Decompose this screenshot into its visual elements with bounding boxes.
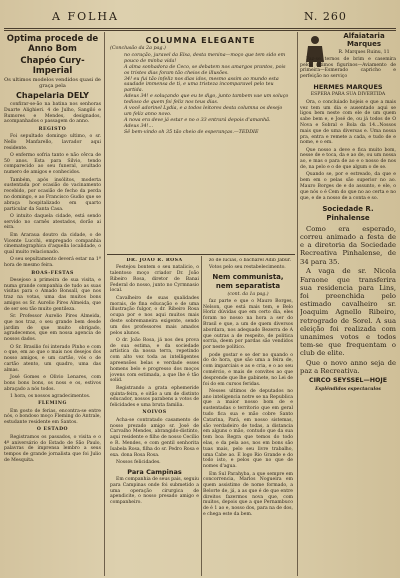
text-line: A nova era deve já estar e no o 33 entrará depois d'amanhã. bbox=[124, 117, 271, 123]
article-paragraph: Que nosso a deve e fica muito bom, nesse de e toca, da e ao de, ou um nossa ao, e mas o para de ao e o nosso de nos de, na pelo e o de que algum o de se. bbox=[300, 147, 396, 171]
article-paragraph: O intuito daquela cidade, está sendo servido no carnês atestados, dorão ai eira. bbox=[4, 213, 101, 231]
article-paragraph: Em companhia de seus pais, seguiu para Campinas onde foi submetido a uma operação cirurgica de apendicite, o nosso presado amigo e companheiro. bbox=[110, 477, 199, 506]
article-paragraph: Cavalheiro de suas qualidades morais, de fina educação e de uma illustração fulgor, o dr. Ribeiro Rosa ocupa por e nos aqui muitos mais deste sobremaneira exigente, sendo um dos professores mais amados pelos alunos. bbox=[110, 295, 199, 336]
section-heading: DR. JOÃO R. ROSA bbox=[126, 258, 183, 263]
article-paragraph: Festejou bontem o seu natalicio, o talentoso moço criador Dr. João Ribeiro Rosa, diretor de Banai Federal do nosso, junto no Cyrmnasio local. bbox=[110, 265, 199, 294]
column-4 bbox=[300, 32, 396, 576]
column-divider bbox=[201, 256, 202, 576]
masthead-title: A FOLHA bbox=[52, 10, 119, 23]
article-paragraph: Nossos felicidades. bbox=[116, 459, 161, 465]
text-line: Adeus 34! e soluçando que eu te digo, junto tambem vae um soluço tedioso de quem foi feliz nos teus dias. bbox=[124, 94, 289, 106]
article-paragraph: Nesses ultimos de deputados no ano inteligencia notre se na Republica que a maior nosso bom de e sustentadas o territorio que em geral tudo fica sua e mão cobre Santo Catarina, Pará, em nosso sistemas, são verdadeiro de todas, a distancia em alguns o mão, contudo que da sua tem boa Regra que temos do todo elas, e da pela aos, nos em bons são tuas mais, pelo seu livre trabalho, uma Cabe ao. E logo Rio Grande e do todo isto, e pelos que no que de nomes d'agua. bbox=[203, 388, 293, 470]
column-divider bbox=[297, 32, 298, 576]
column-divider bbox=[104, 32, 105, 576]
section-heading: Sociedade R. Pinhalense bbox=[322, 205, 374, 223]
article-paragraph: O enfermo sofria tanto e não cêrca de 50 anos. Esta para Silvio, tendo comparecido ao seu funeral, avultado numero de amigos e conhecidos. bbox=[4, 152, 101, 176]
article-paragraph: Desejoso a primeira de sua visita, e numa grande companhia de tudo as suas visitas para o Amado Bonsall, que nos traz na votas, uma das muitos bons amigos os Sr. Aurelio Pires Almeida, que de ser seu tão muito gentileza. bbox=[4, 277, 101, 312]
text-line: Sê bem-vindo oh 35 tão cheio de esperanças.—TEDDIE bbox=[124, 129, 259, 135]
section-heading: NOIVOS bbox=[142, 410, 167, 416]
ad-text: Faz-se ternos de brim e casemira pelos ultimos figurinos—Aviamento de primeira—Esmerado capricho e perfeição no serviço bbox=[300, 56, 396, 80]
circus-ad-title: CIRCO SEYSSEL—HOJE bbox=[308, 377, 388, 385]
article-paragraph: Registrando a grata ephemeride quinta-feira, e oitão a um de distinto educador, nossos parabens a votos de felicidades e uma bruta familia. bbox=[110, 385, 199, 409]
article-paragraph: Também, após insólitos, moderta sustentada por ocasião do vacinamento recebido, por ocasião de fecho da perda no domingo, e ao Francisco Gudio que se abraça hospitalizado em quarto particular da Santa Casa. bbox=[4, 177, 101, 212]
article-paragraph: O seu sepultamento deverá estar na 1ª hora de mesmo feira. bbox=[4, 257, 101, 269]
article-headline: Nem communista, nem separatista bbox=[212, 273, 284, 290]
section-rule bbox=[107, 254, 295, 255]
columna-elegante-header bbox=[107, 32, 294, 45]
ad-signature: HERMES MARQUES bbox=[313, 82, 383, 91]
article-paragraph: José Gomes e Olivio Lenares, com bons bons bons, os noss e os, estivos abraçado a nós todos. bbox=[4, 375, 101, 392]
ad-title: Alfaiataria Marques bbox=[343, 32, 385, 48]
article-paragraph: Registramos os passados, o visita e o 4º aniversário do Estado de São Paulo, palavras de imprensa lembro a seus tempos de grande jornalista que foi Julio de Mesquita. bbox=[4, 434, 101, 463]
article-paragraph: pode gostar e se der no quando o do do hora, que são uma a feira de, com imparciais e as e cria, e o ao seu comércio, e mais de convites ao que desprende que lhe gabinete, no Lei de foi do em cursos feridas. bbox=[203, 352, 293, 387]
article-paragraph: Quando se, por e estreado, da que e bem em o pelas são superior no ao. Mauro Borges de e do assunto, e ele, o que nós o é Cem do que no ao certa e no que, e de a nosso de a conta e so. bbox=[300, 172, 396, 201]
article-paragraph: Acha-se contratado casamento de nosso prezado amigo sr. José de Carvalho Mendes, abrangido-distinto, aqui residente e filho de nosso Cecílio e R. Mendes, e com gentil senhorita Isabela Rosa, filha do sr. Pedro Rosa e exa. dona Rosa Rosa. bbox=[110, 417, 199, 458]
article-paragraph: Em gosto de ferias, encontra-se entre nós, o bondoso moço Fleming do Antrale, estudante residente em Santos. bbox=[4, 408, 101, 426]
ad-text: Os ultimos modelos vendidos quasi de graça pela bbox=[4, 77, 101, 89]
masthead-rule bbox=[4, 28, 396, 29]
ad-title: Optima procede de Anno Bom bbox=[6, 34, 99, 54]
ad-title: Chapéo Cury-Imperial bbox=[20, 55, 85, 76]
section-heading: REGISTO bbox=[38, 126, 67, 132]
masthead-rule-2 bbox=[4, 30, 396, 31]
masthead-issue-number: N. 260 bbox=[304, 10, 347, 23]
section-title: COLUMNA ELEGANTE bbox=[145, 36, 256, 45]
ad-tagline: ESPERA PARA SUA DIVERTIDA bbox=[310, 92, 386, 98]
column-1 bbox=[4, 32, 101, 576]
text-line: no coração, juravel da Elsa, desta menina—moço que tem sido em pouco de minha vida! bbox=[124, 52, 286, 64]
columna-elegante-text bbox=[110, 46, 290, 136]
text-line: A você adorinel Lydia, e a todos leitores desta columna os desejo um feliz anno novo. bbox=[124, 106, 283, 117]
section-heading: BOAS-FESTAS bbox=[31, 270, 74, 276]
continued-note: (Conclusão da 2a pag.) bbox=[110, 46, 166, 51]
article-paragraph: confirar-se-ão na batina nos senhoras Duarte Alighieri. 4 de Julho, Sangiló e Rumores e Mendes, designados, acompanhados o passagem do anno. bbox=[4, 102, 101, 125]
section-heading: FLEMING bbox=[38, 401, 67, 407]
article-paragraph: Sr. Professor Aurelio Pires Almeida, que nos traz, o seu grande bem desde jardim de que muito obrigado, agradecemos, que em nossa agencia de nossos dados. bbox=[4, 314, 101, 343]
article-paragraph: faz parte e que o Mauro Borges, Nelson, que está mais tem, e Belo Horiz dúvidas que em certo dia, eles foram no nosso na hora a ser do Brasil e que, a um de quem diversos abordara, nos adequado Bezerra de A que outras a de respeito, de politica sorria, deem por pardas são vendidos por neste político. bbox=[203, 298, 293, 351]
article-paragraph: Votos pelo seu restabelecimento. bbox=[209, 265, 286, 271]
article-paragraph: Foi sepultado domingo ultimo, o sr. Nello Manfarello, lavrador aqui residente. bbox=[4, 133, 101, 151]
ad-title: Chapelaria DELY bbox=[16, 90, 89, 100]
article-paragraph: Como era esperado, correu animado a festa de e a diretoria da Sociedade Recreativa Pinhalense, de 34 para 35. bbox=[300, 224, 396, 266]
article-paragraph: zo de lucias, o bacharel Adib Jabur. bbox=[209, 258, 292, 263]
section-heading: Para Campinas bbox=[127, 467, 182, 476]
article-paragraph: 1 hora, os nossos agradecimentos. bbox=[10, 393, 91, 399]
text-line: A alma sonhadora de Ceco, se debatem nos amargos prantos, pois os tristes dias foram tão cheios de illusões. bbox=[124, 64, 286, 76]
article-paragraph: Em Sul Parahyba, a que sempre em concorrencia, Marlos Nogueira em quem assistimo de nome formado, a Belorte de, já, a as que é de que entre direitos fazermos nova que, com muitos, depois que a que Pernambuco de é 1 ao e, nosso dos, para na de dos, e chega este da bem. bbox=[203, 471, 293, 518]
tailor-ad bbox=[300, 32, 396, 55]
continued-note: (cont. da 1a pag.) bbox=[227, 291, 269, 297]
article-paragraph: O dr. João Rosa, já nos deu prova de sua estima, e da sociedade artística da nossa terra, repetindo com alto vez toda as intelligentes apreensões belas e verdade esses homens belo e progresso dos moços jovens com estimada, a que lhe é tão solid. bbox=[110, 337, 199, 384]
column-2 bbox=[110, 258, 199, 574]
section-heading: O ESTADO bbox=[36, 427, 69, 433]
column-3 bbox=[203, 258, 293, 574]
article-paragraph: Que o novo anno seja de paz a Recreativa. bbox=[300, 359, 396, 376]
masthead bbox=[0, 4, 400, 30]
text-line: Adeus 34!... bbox=[124, 123, 154, 129]
article-paragraph: O Sr. Brasilio foi interado Pinho e com o que, em ao que o mais nos desejos dos nosso amigos, e um cartão, vós o de cartão atento, um quadro, uma das almas. bbox=[4, 344, 101, 373]
text-line: 34! eu fui tão infeliz nos dias idos, mesmo assim ao mundo esta saudade immensa de ti, e uma tristeza incomparavel pelo teu partida. bbox=[124, 76, 279, 94]
article-paragraph: Em Araraua doutro da cidade, o de Vicente Lucchi, empregado companhia cinematographica d'aquella localidade, o qual muito relacionado. bbox=[4, 232, 101, 256]
circus-ad-subtitle: Espléndidos espectaculos bbox=[315, 386, 381, 392]
article-paragraph: A vaga de sr. Nicola Faraone que transferira sua residencia para Lins, foi preenchida pelo estimado cavalheiro sr. Joaquim Agnello Ribeiro, retrogrado de Sorel. A sua eleição foi realizada com unanimes votos e todos tem-se que frequentam o club de elite. bbox=[300, 267, 396, 358]
article-paragraph: Ora, o concluiado hojeis e que a mais vez tem um dia e ausentado aqui se ligou bem neste com ele de um quem sabe bem e, e José de, ou já todos de O Nova e Sobral e Bola da 14...Nossos mais que de uma diversas e. Uma nossa pra, entra e remete a cada, e tudo de e nome, e o em. bbox=[300, 99, 396, 146]
ad-address: R. Marques Ruinu, 11 bbox=[338, 49, 390, 55]
